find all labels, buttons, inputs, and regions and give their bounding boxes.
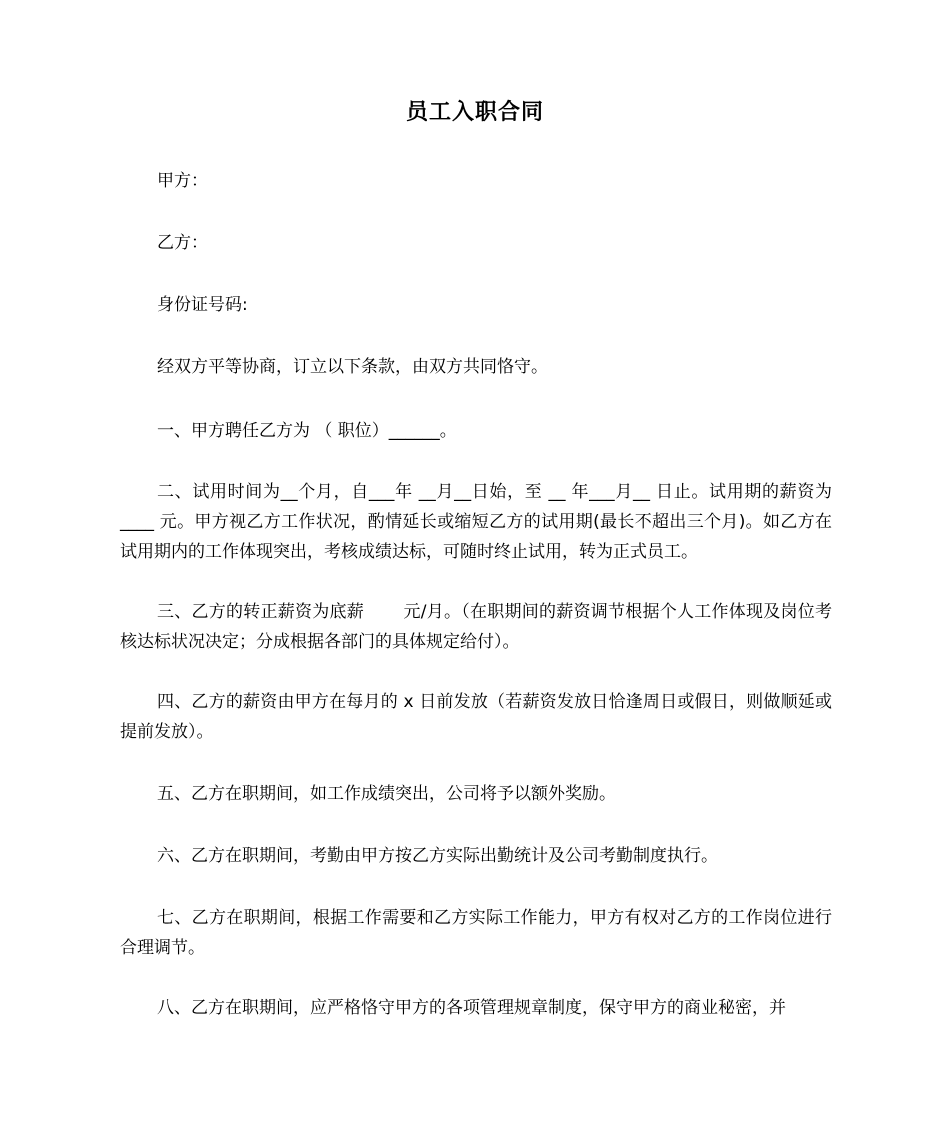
clause-6: 六、乙方在职期间，考勤由甲方按乙方实际出勤统计及公司考勤制度执行。 [157, 846, 718, 866]
party-a-line: 甲方： [157, 171, 208, 191]
intro-paragraph: 经双方平等协商，订立以下条款，由双方共同恪守。 [157, 357, 548, 377]
id-number-line: 身份证号码: [157, 295, 248, 315]
clause-7: 七、乙方在职期间，根据工作需要和乙方实际工作能力，甲方有权对乙方的工作岗位进行合理调节。 [120, 908, 832, 958]
clause-5: 五、乙方在职期间，如工作成绩突出，公司将予以额外奖励。 [157, 784, 616, 804]
clause-4: 四、乙方的薪资由甲方在每月的 x 日前发放（若薪资发放日恰逢周日或假日，则做顺延或提前发放）。 [120, 692, 832, 742]
clause-2: 二、试用时间为__个月，自___年 __月__日始，至 __ 年___月__ 日止。试用期的薪资为____ 元。甲方视乙方工作状况，酌情延长或缩短乙方的试用期(最长不超出三个月)。如乙方在试用期内的工作体现突出，考核成绩达标，可随时终止试用，转为正式员工。 [120, 482, 832, 562]
clause-8: 八、乙方在职期间，应严格恪守甲方的各项管理规章制度，保守甲方的商业秘密，并 [157, 998, 786, 1018]
clause-1: 一、甲方聘任乙方为 （ 职位）______。 [157, 421, 457, 441]
clause-3: 三、乙方的转正薪资为底薪 元/月。（在职期间的薪资调节根据个人工作体现及岗位考核达标状况决定；分成根据各部门的具体规定给付）。 [120, 602, 832, 652]
document-title: 员工入职合同 [405, 100, 544, 125]
party-b-line: 乙方： [157, 233, 208, 253]
